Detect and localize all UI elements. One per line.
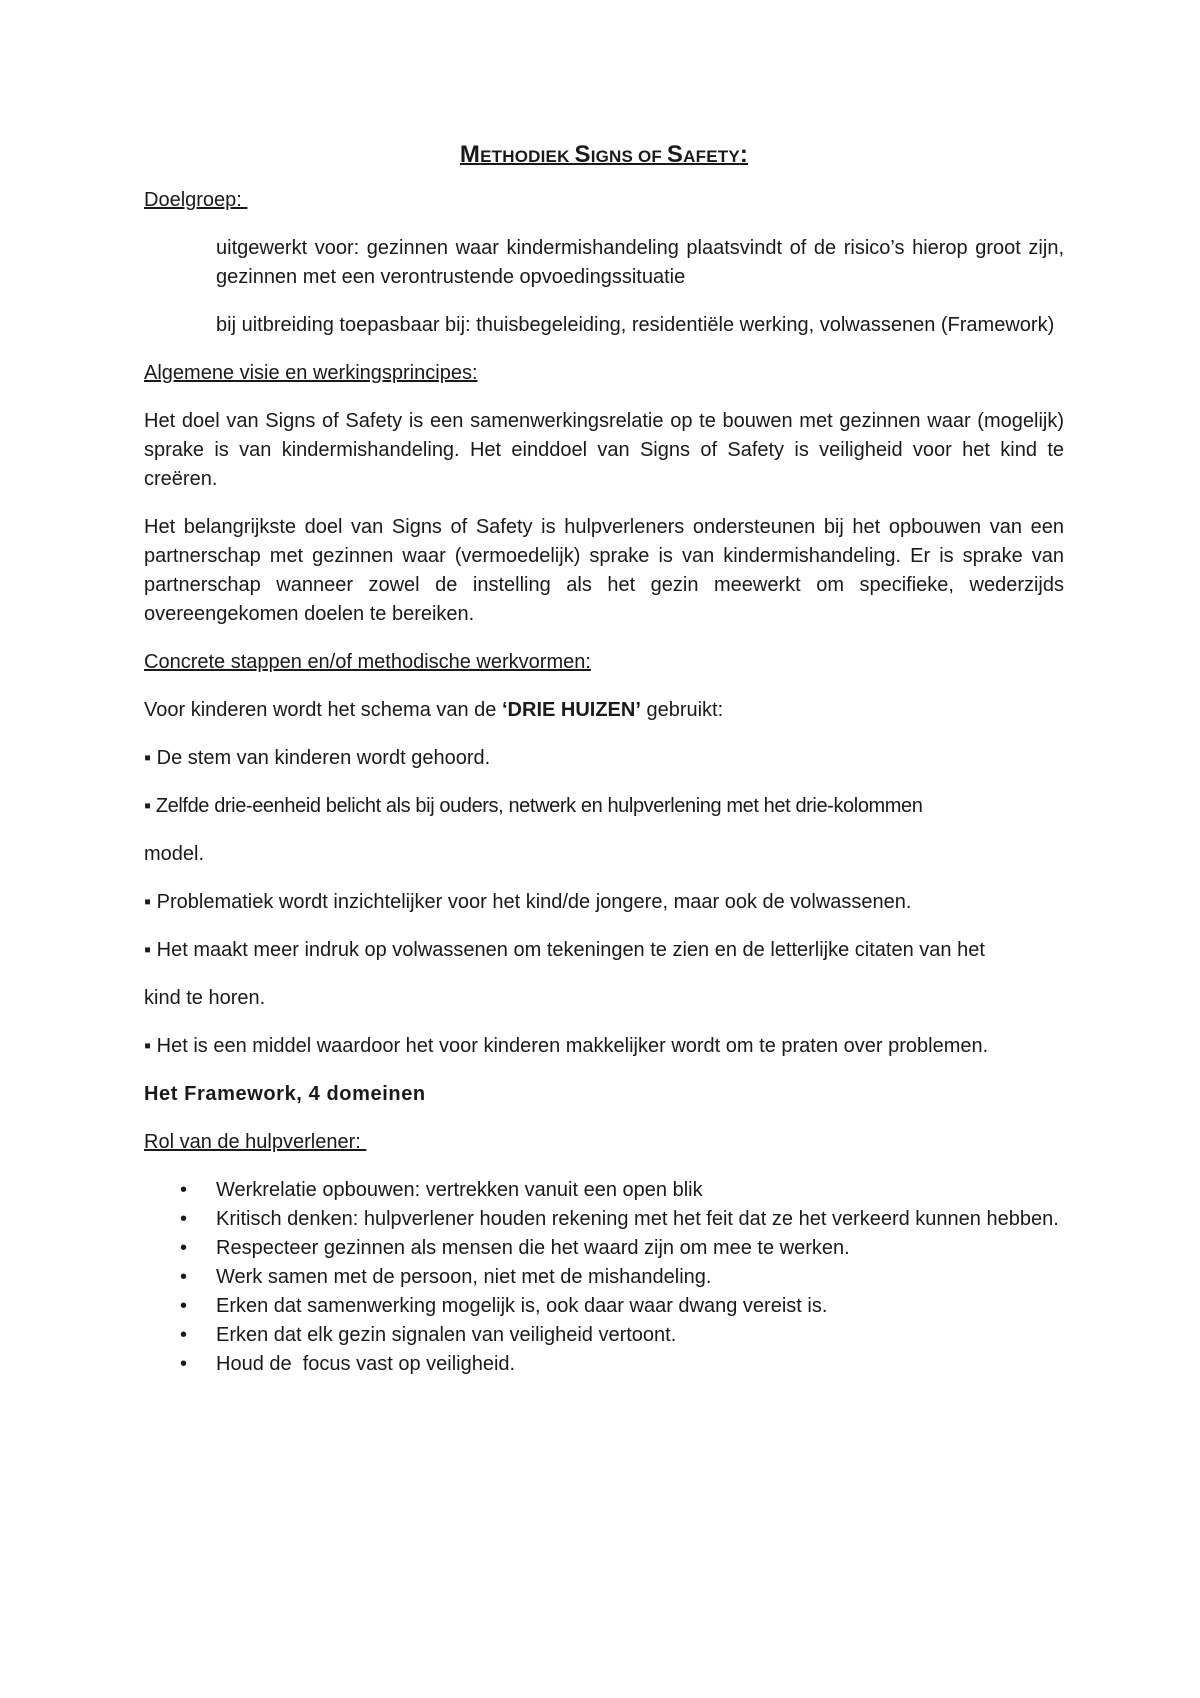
bullet-icon: • — [180, 1237, 188, 1259]
bullet-icon: • — [180, 1179, 188, 1201]
title-part: S — [666, 141, 684, 168]
stappen-line: ▪ De stem van kinderen wordt gehoord. — [144, 747, 491, 769]
list-item-text: Erken dat elk gezin signalen van veiligheid vertoont. — [216, 1324, 677, 1346]
rol-list — [144, 1176, 1064, 1379]
title-part: S — [574, 141, 591, 168]
list-item — [180, 1176, 1064, 1205]
bullet-icon: • — [180, 1324, 188, 1346]
visie-paragraph: Het belangrijkste doel van Signs of Safety is hulpverleners ondersteunen bij het opbouwen van een partnerschap met gezinnen waar (vermoedelijk) sprake is van kindermishandeling. Er is sprake van partnerschap wanneer zowel de instelling als het gezin meewerkt om specifieke, wederzijds overeengekomen doelen te bereiken. — [144, 516, 1064, 625]
bullet-icon: • — [180, 1295, 188, 1317]
bullet-icon: • — [180, 1208, 188, 1230]
list-item-text: Respecteer gezinnen als mensen die het waard zijn om mee te werken. — [216, 1237, 850, 1259]
bullet-icon: • — [180, 1353, 188, 1375]
list-item — [180, 1234, 1064, 1263]
list-item — [180, 1321, 1064, 1350]
list-item — [180, 1205, 1064, 1234]
list-item — [180, 1263, 1064, 1292]
stappen-line: model. — [144, 843, 205, 865]
document-page — [144, 140, 1064, 1379]
rol-heading: Rol van de hulpverlener: — [144, 1131, 367, 1153]
list-item-text: Houd de focus vast op veiligheid. — [216, 1353, 516, 1375]
visie-heading: Algemene visie en werkingsprincipes: — [144, 362, 478, 384]
title-part: AFETY — [683, 147, 740, 166]
stappen-intro-after: gebruikt: — [640, 699, 724, 721]
stappen-line: ▪ Het is een middel waardoor het voor kinderen makkelijker wordt om te praten over problemen. — [144, 1035, 989, 1057]
title-part: ETHODIEK — [480, 147, 575, 166]
list-item-text: Werk samen met de persoon, niet met de mishandeling. — [216, 1266, 712, 1288]
list-item — [180, 1292, 1064, 1321]
stappen-line: kind te horen. — [144, 987, 266, 1009]
list-item-text: Werkrelatie opbouwen: vertrekken vanuit een open blik — [216, 1179, 703, 1201]
doelgroep-item: bij uitbreiding toepasbaar bij: thuisbegeleiding, residentiële werking, volwassenen (Framework) — [216, 314, 1055, 336]
drie-huizen-label: ‘DRIE HUIZEN’ — [502, 699, 641, 721]
title-part: : — [739, 141, 749, 168]
document-title — [144, 140, 1064, 171]
stappen-line: ▪ Problematiek wordt inzichtelijker voor het kind/de jongere, maar ook de volwassenen. — [144, 891, 912, 913]
title-part: IGNS OF — [590, 147, 667, 166]
visie-paragraph: Het doel van Signs of Safety is een samenwerkingsrelatie op te bouwen met gezinnen waar (mogelijk) sprake is van kindermishandeling. Het einddoel van Signs of Safety is veiligheid voor het kind te creëren. — [144, 410, 1064, 490]
stappen-line: ▪ Zelfde drie-eenheid belicht als bij ouders, netwerk en hulpverlening met het drie-kolommen — [144, 795, 923, 817]
doelgroep-item: uitgewerkt voor: gezinnen waar kindermishandeling plaatsvindt of de risico’s hierop groot zijn, gezinnen met een verontrustende opvoedingssituatie — [216, 237, 1064, 288]
framework-heading: Het Framework, 4 domeinen — [144, 1083, 426, 1105]
stappen-line: ▪ Het maakt meer indruk op volwassenen om tekeningen te zien en de letterlijke citaten van het — [144, 939, 985, 961]
list-item-text: Kritisch denken: hulpverlener houden rekening met het feit dat ze het verkeerd kunnen hebben. — [216, 1208, 1059, 1230]
list-item-text: Erken dat samenwerking mogelijk is, ook daar waar dwang vereist is. — [216, 1295, 828, 1317]
doelgroep-heading: Doelgroep: — [144, 189, 248, 211]
bullet-icon: • — [180, 1266, 188, 1288]
stappen-intro-before: Voor kinderen wordt het schema van de — [144, 699, 502, 721]
stappen-heading: Concrete stappen en/of methodische werkvormen: — [144, 651, 591, 673]
list-item — [180, 1350, 1064, 1379]
stappen-intro — [144, 696, 1064, 725]
title-part: M — [459, 141, 481, 168]
